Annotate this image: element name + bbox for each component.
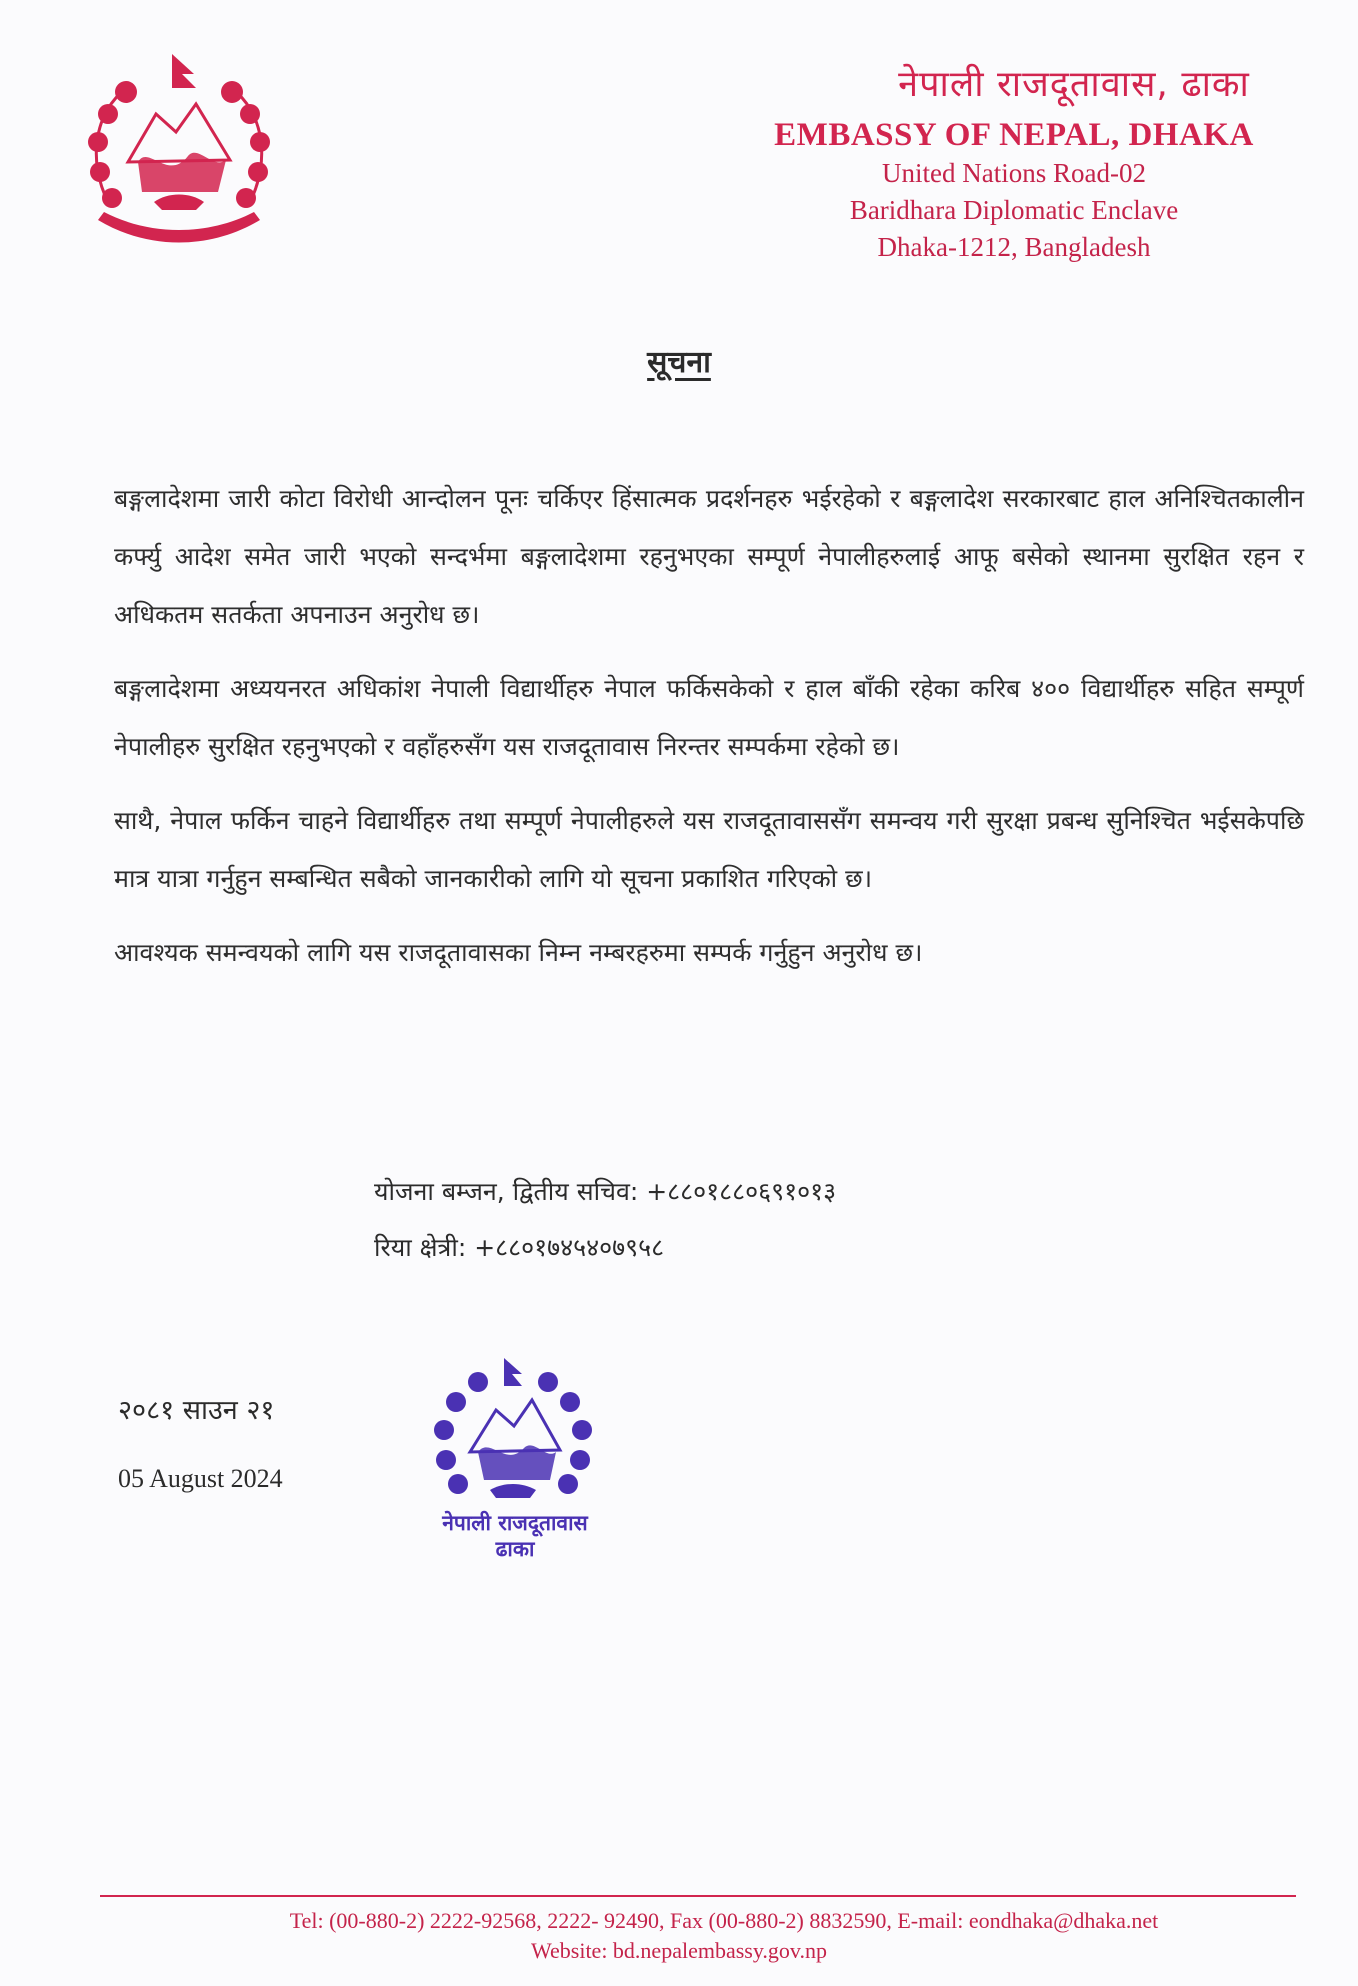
footer-divider: [100, 1895, 1296, 1897]
address-line-3: Dhaka-1212, Bangladesh: [877, 232, 1151, 262]
notice-title: सूचना: [647, 345, 711, 380]
paragraph-1: बङ्गलादेशमा जारी कोटा विरोधी आन्दोलन पूनः चर्किएर हिंसात्मक प्रदर्शनहरु भईरहेको र बङ्गलादेश सरकारबाट हाल अनिश्चितकालीन कर्फ्यु आदेश समेत जारी भएको सन्दर्भमा बङ्गलादेशमा रहनुभएका सम्पूर्ण नेपालीहरुलाई आफू बसेको स्थानमा सुरक्षित रहन र अधिकतम सतर्कता अपनाउन अनुरोध छ।: [114, 484, 1304, 629]
paragraph-4: आवश्यक समन्वयको लागि यस राजदूतावासका निम्न नम्बरहरुमा सम्पर्क गर्नुहुन अनुरोध छ।: [114, 938, 923, 967]
contact-1: योजना बम्जन, द्वितीय सचिव: +८८०१८८०६९१०१३: [374, 1177, 837, 1206]
nepal-emblem-icon: [68, 52, 290, 262]
embassy-name-nepali: नेपाली राजदूतावास, ढाका: [898, 64, 1250, 105]
footer: [0, 1906, 1358, 1966]
address-line-2: Baridhara Diplomatic Enclave: [849, 195, 1179, 225]
stamp-text: [410, 1510, 620, 1562]
date-english: 05 August 2024: [118, 1464, 283, 1493]
contact-list: [374, 1164, 836, 1276]
footer-website: Website: bd.nepalembassy.gov.np: [531, 1938, 827, 1963]
letterhead: [694, 58, 1334, 265]
paragraph-3: साथै, नेपाल फर्किन चाहने विद्यार्थीहरु तथा सम्पूर्ण नेपालीहरुले यस राजदूतावाससँग समन्वय गरी सुरक्षा प्रबन्ध सुनिश्चित भईसकेपछि मात्र यात्रा गर्नुहुन सम्बन्धित सबैको जानकारीको लागि यो सूचना प्रकाशित गरिएको छ।: [114, 806, 1304, 893]
stamp-line-2: ढाका: [495, 1537, 535, 1561]
contact-2: रिया क्षेत्री: +८८०१७४५४०७९५८: [374, 1233, 665, 1262]
paragraph-2: बङ्गलादेशमा अध्ययनरत अधिकांश नेपाली विद्यार्थीहरु नेपाल फर्किसकेको र हाल बाँकी रहेका करिब ४०० विद्यार्थीहरु सहित सम्पूर्ण नेपालीहरु सुरक्षित रहनुभएको र वहाँहरुसँग यस राजदूतावास निरन्तर सम्पर्कमा रहेको छ।: [114, 674, 1304, 761]
date-nepali: २०८१ साउन २१: [118, 1395, 275, 1426]
notice-body: [114, 470, 1304, 998]
footer-contact-line: Tel: (00-880-2) 2222-92568, 2222- 92490, Fax (00-880-2) 8832590, E-mail: eondhaka@dhaka.net: [289, 1908, 1159, 1933]
embassy-name-english: EMBASSY OF NEPAL, DHAKA: [774, 117, 1254, 153]
stamp-line-1: नेपाली राजदूतावास: [442, 1511, 588, 1535]
address-line-1: United Nations Road-02: [882, 158, 1146, 188]
